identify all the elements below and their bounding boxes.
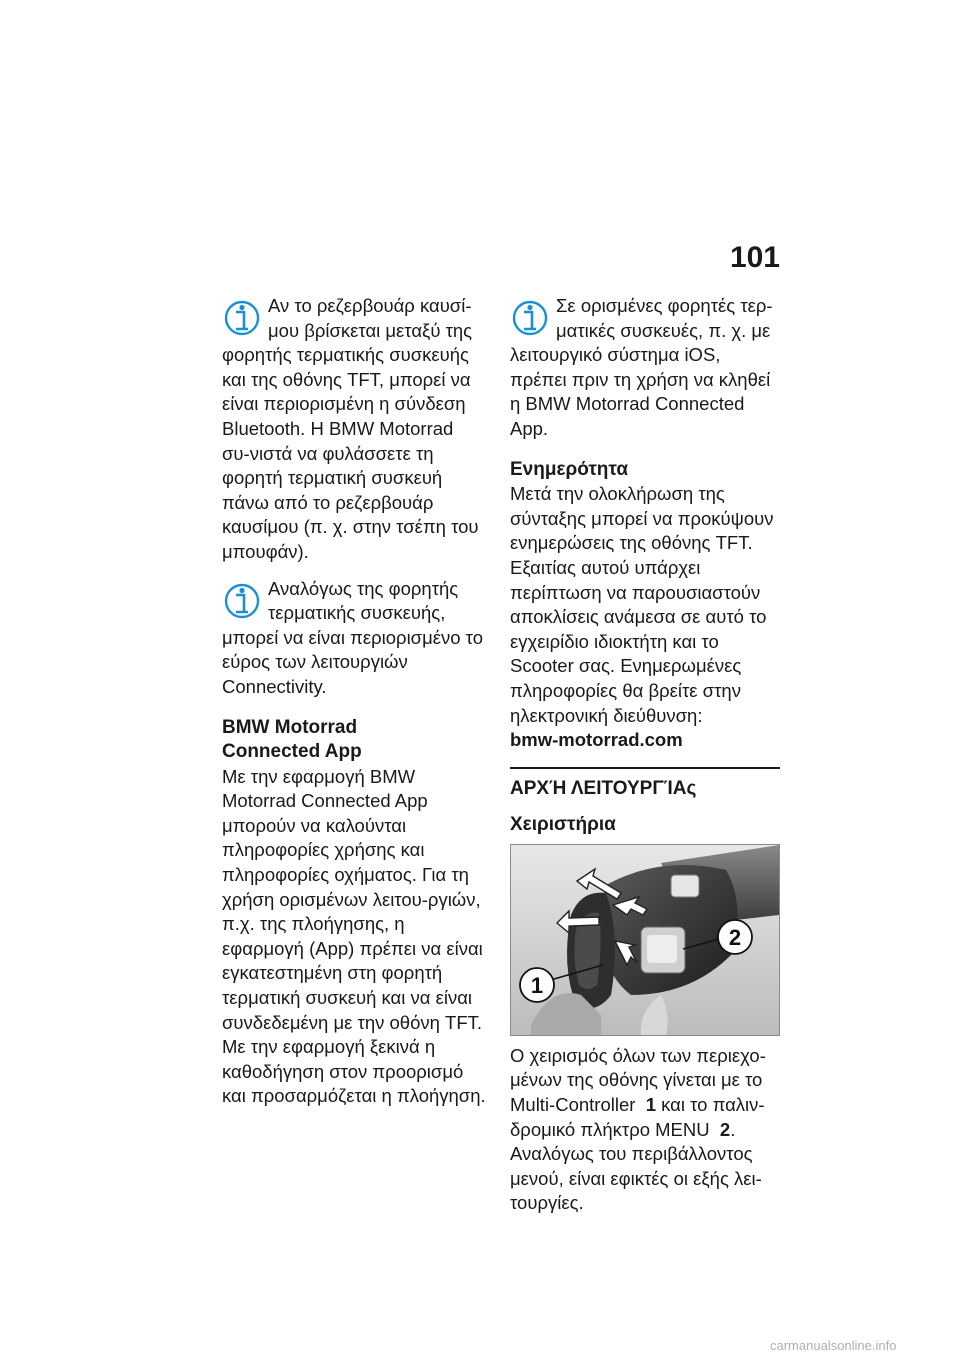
ref-multi-controller: 1 [645,1094,656,1116]
right-column [510,294,780,1216]
note-text: Αν το ρεζερβουάρ καυσί-μου βρίσκεται μεταξύ της φορητής τερματικής συσκευής και της οθόνης TFT, μπορεί να είναι περιορισμένη η σύνδεση Bluetooth. Η BMW Motorrad συ-νιστά να φυλάσσετε τη φορητή τερματική συσκευή πάνω από το ρεζερβουάρ καυσίμου (π. χ. στην τσέπη του μπουφάν). [222,295,479,562]
heading-update: Ενημερότητα [510,458,629,480]
update-body: Μετά την ολοκλήρωση της σύνταξης μπορεί να προκύψουν ενημερώσεις της οθόνης TFT. Εξαιτίας αυτού υπάρχει περίπτωση να παρουσιαστούν αποκλίσεις ανάμεσα σε αυτό το εγχειρίδιο ιδιοκτήτη και το Scooter σας. Ενημερωμένες πληροφορίες θα βρείτε στην ηλεκτρονική διεύθυνση: [510,483,774,726]
handlebar-controls-figure [510,844,780,1036]
callout-1: 1 [530,972,544,998]
note-text: Σε ορισμένες φορητές τερ-ματικές συσκευές, π. χ. με λειτουργικό σύστημα iOS, πρέπει πριν τη χρήση να κληθεί η BMW Motorrad Connected App. [510,295,773,439]
info-icon [222,579,262,625]
ref-menu-button: 2 [719,1118,731,1140]
controls-body: Ο χειρισμός όλων των περιεχο-μένων της οθόνης γίνεται με το Multi-Controller 1 και το παλιν-δρομικό πλήκτρο MENU 2. Αναλόγως του περιβάλλοντος μενού, είναι εφικτές οι εξής λει-τουργίες. [510,1044,766,1214]
info-icon [510,296,550,342]
heading-connected-app-line1: BMW Motorrad [222,716,358,738]
info-note-ios [510,294,780,442]
section-title: ΑΡΧΉ ΛΕΙΤΟΥΡΓΊΑς [510,767,780,802]
info-note-bluetooth [222,294,486,565]
callout-2: 2 [728,924,742,950]
info-icon [222,296,262,342]
note-text: Αναλόγως της φορητής τερματικής συσκευής, μπορεί να είναι περιορισμένο το εύρος των λειτουργιών Connectivity. [222,577,484,697]
website-url: bmw-motorrad.com [510,729,683,751]
heading-connected-app-line2: Connected App [222,741,362,763]
connected-app-body: Με την εφαρμογή BMW Motorrad Connected App μπορούν να καλούνται πληροφορίες χρήσης και πληροφορίες οχήματος. Για τη χρήση ορισμένων λειτου-ργιών, π.χ. της πλοήγησης, η εφαρμογή (App) πρέπει να είναι εγκατεστημένη στη φορητή τερματική συσκευή και να είναι συνδεδεμένη με την οθόνη TFT. Με την εφαρμογή ξεκινά η καθοδήγηση στον προορισμό και προσαρμόζεται η πλοήγηση. [222,765,486,1107]
watermark: carmanualsonline.info [770,1338,897,1353]
info-note-connectivity [222,577,486,700]
page-number: 101 [729,241,780,274]
left-column [222,294,486,1109]
heading-controls: Χειριστήρια [510,814,616,836]
